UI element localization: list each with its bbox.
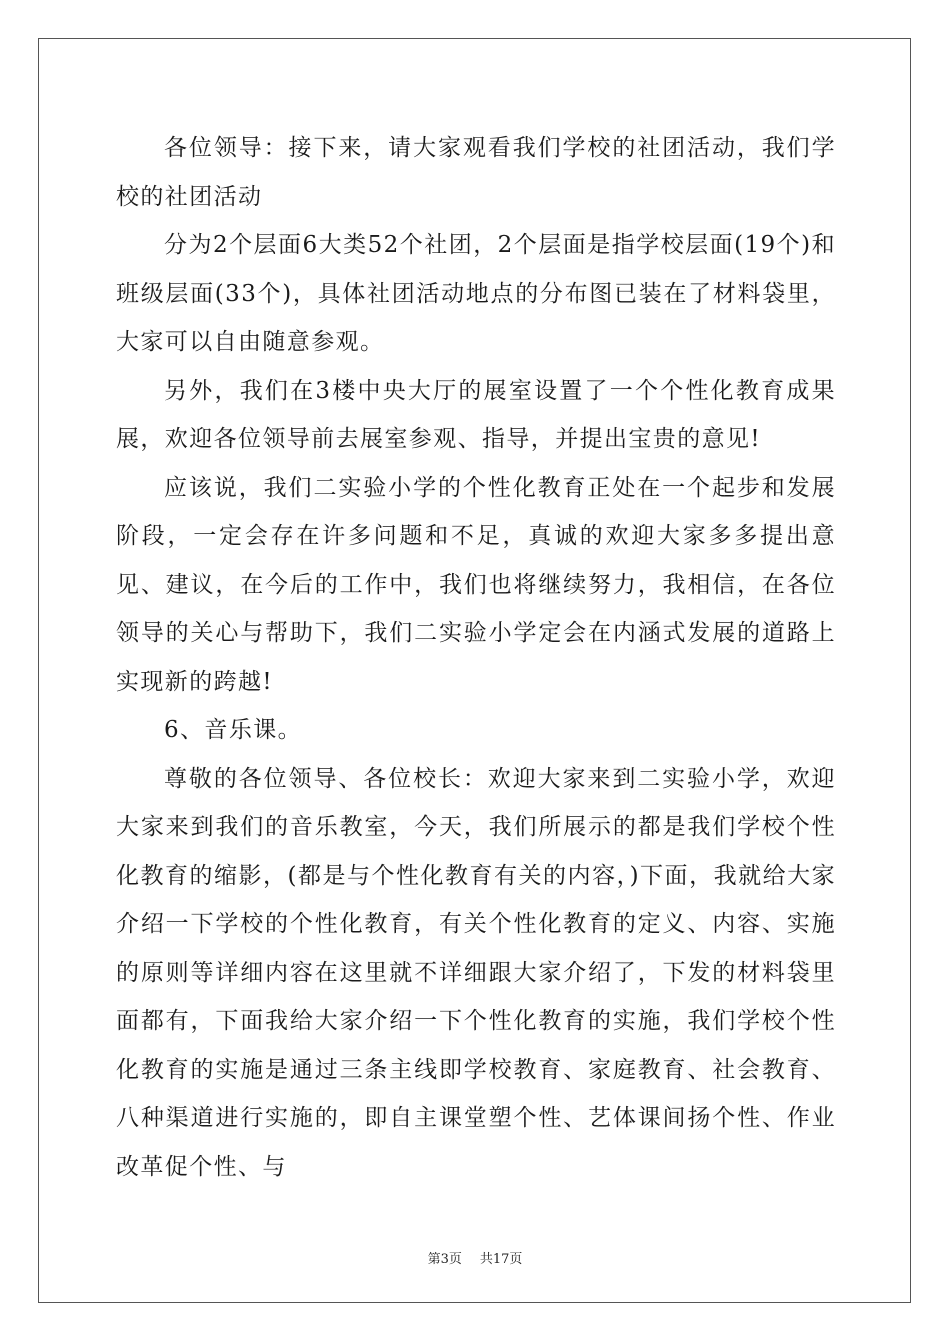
paragraph-6: 尊敬的各位领导、各位校长：欢迎大家来到二实验小学，欢迎大家来到我们的音乐教室，今天，我们所展示的都是我们学校个性化教育的缩影，(都是与个性化教育有关的内容，)下面，我就给大家介绍一下学校的个性化教育，有关个性化教育的定义、内容、实施的原则等详细内容在这里就不详细跟大家介绍了，下发的材料袋里面都有，下面我给大家介绍一下个性化教育的实施，我们学校个性化教育的实施是通过三条主线即学校教育、家庭教育、社会教育、八种渠道进行实施的，即自主课堂塑个性、艺体课间扬个性、作业改革促个性、与 [116, 765, 836, 1180]
paragraph-2: 分为2个层面6大类52个社团，2个层面是指学校层面(19个)和班级层面(33个)，具体社团活动地点的分布图已装在了材料袋里，大家可以自由随意参观。 [116, 232, 836, 355]
document-body [116, 124, 836, 1191]
paragraph-4: 应该说，我们二实验小学的个性化教育正处在一个起步和发展阶段，一定会存在许多问题和不足，真诚的欢迎大家多多提出意见、建议，在今后的工作中，我们也将继续努力，我相信，在各位领导的关心与帮助下，我们二实验小学定会在内涵式发展的道路上实现新的跨越! [116, 474, 836, 695]
page-total: 共17页 [479, 1252, 523, 1267]
section-heading-music-class: 6、音乐课。 [164, 717, 303, 743]
page-footer [0, 1248, 950, 1267]
paragraph-1: 各位领导：接下来，请大家观看我们学校的社团活动，我们学校的社团活动 [116, 135, 836, 210]
paragraph-3: 另外，我们在3楼中央大厅的展室设置了一个个性化教育成果展，欢迎各位领导前去展室参观、指导，并提出宝贵的意见! [116, 377, 836, 452]
page-number: 第3页 [427, 1252, 462, 1267]
